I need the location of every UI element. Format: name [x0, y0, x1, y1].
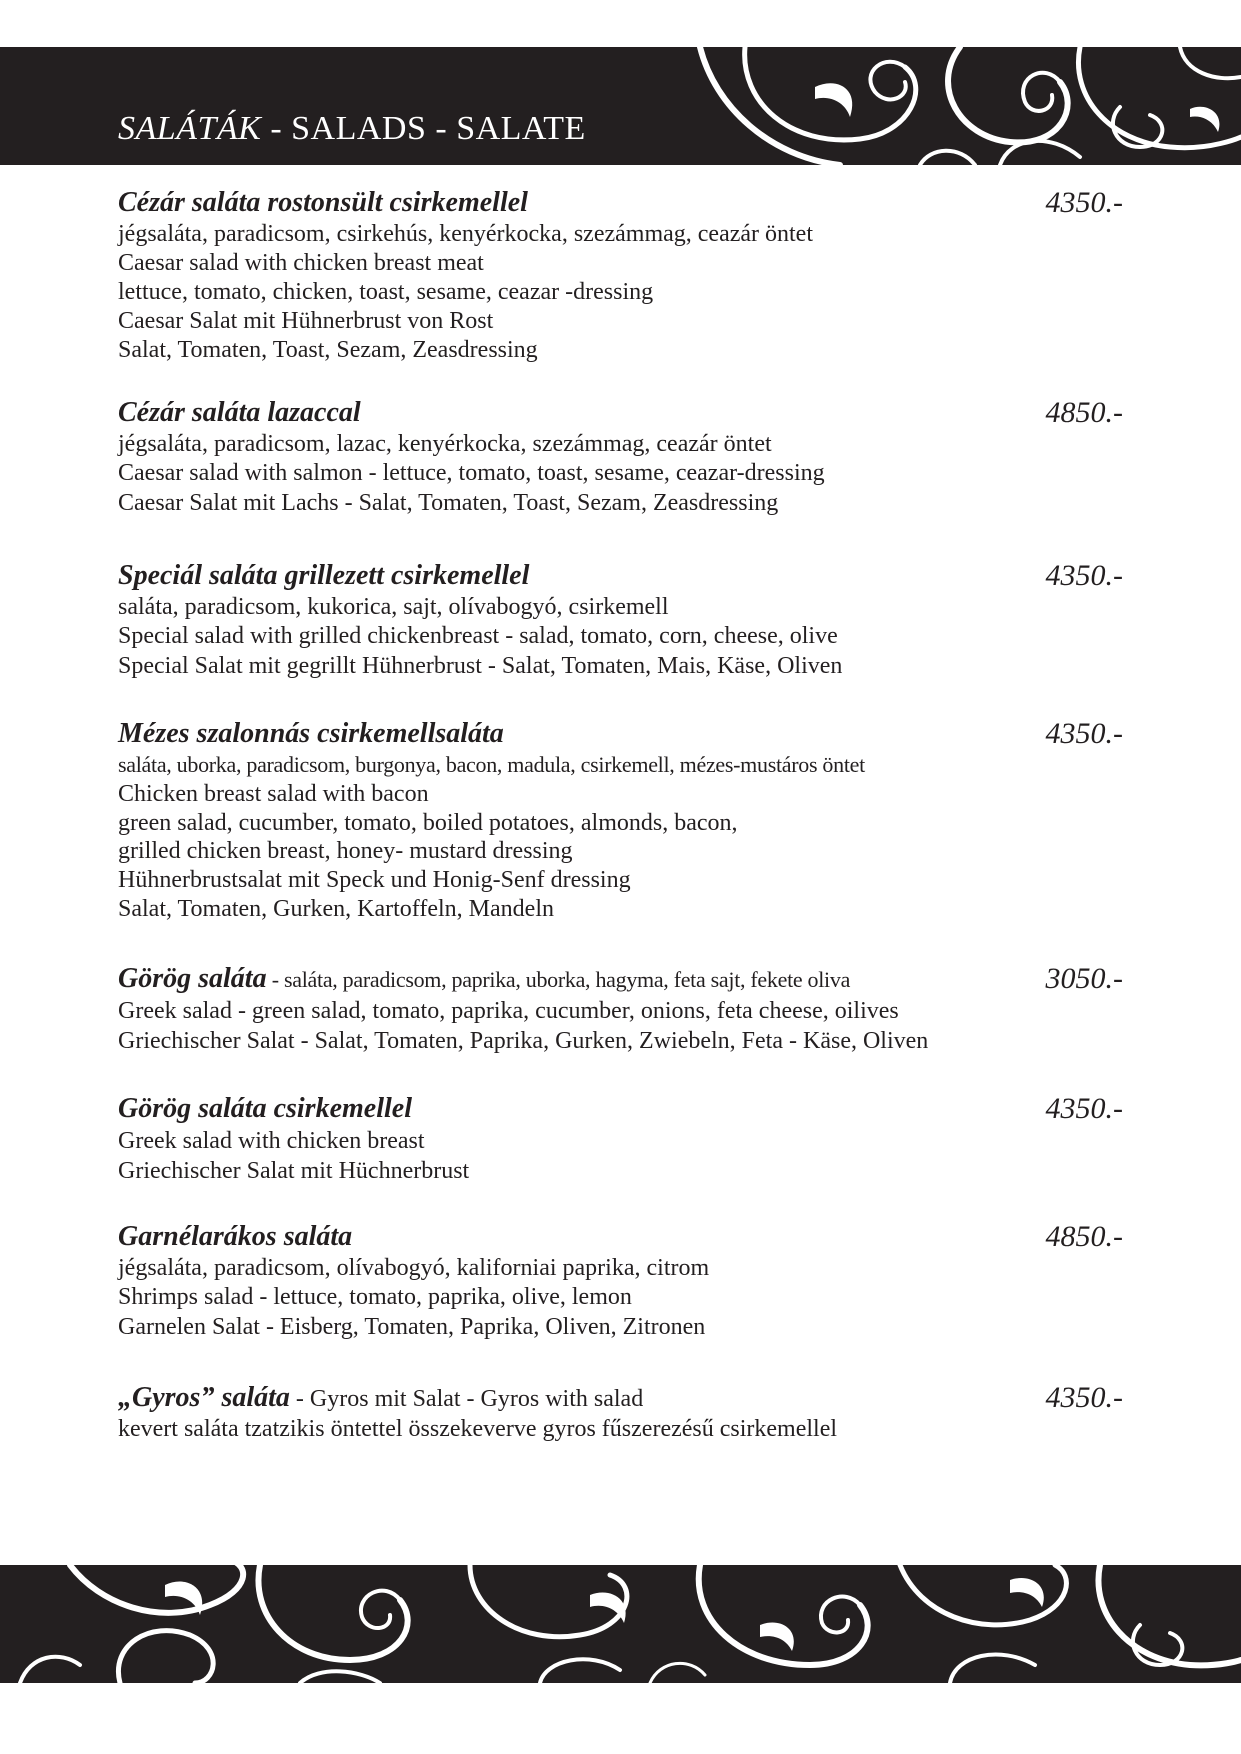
- item-name: Garnélarákos saláta: [118, 1221, 353, 1252]
- item-description: Chicken breast salad with bacon: [118, 781, 429, 807]
- item-name: „Gyros” saláta: [118, 1382, 290, 1413]
- item-heading: [118, 396, 1123, 430]
- item-description: jégsaláta, paradicsom, olívabogyó, kaliforniai paprika, citrom: [118, 1255, 710, 1281]
- item-description: Caesar Salat mit Lachs - Salat, Tomaten, Toast, Sezam, Zeasdressing: [118, 490, 779, 516]
- footer-band: [0, 1565, 1241, 1683]
- item-description: Shrimps salad - lettuce, tomato, paprika, olive, lemon: [118, 1284, 632, 1310]
- item-heading: [118, 717, 1123, 751]
- title-italic: SALÁTÁK: [118, 110, 262, 147]
- item-heading: [118, 1220, 1123, 1254]
- item-description: lettuce, tomato, chicken, toast, sesame, ceazar -dressing: [118, 279, 654, 305]
- item-name: Görög saláta: [118, 963, 267, 994]
- item-description: Caesar salad with chicken breast meat: [118, 250, 484, 276]
- item-price: 4350.-: [1045, 186, 1123, 219]
- item-description: grilled chicken breast, honey- mustard dressing: [118, 838, 573, 864]
- item-description: Special Salat mit gegrillt Hühnerbrust - Salat, Tomaten, Mais, Käse, Oliven: [118, 653, 843, 679]
- item-description: Griechischer Salat mit Hüchnerbrust: [118, 1158, 470, 1184]
- item-description: jégsaláta, paradicsom, csirkehús, kenyérkocka, szezámmag, ceazár öntet: [118, 221, 814, 247]
- item-heading: [118, 1092, 1123, 1126]
- item-price: 3050.-: [1045, 962, 1123, 995]
- item-name: Mézes szalonnás csirkemellsaláta: [118, 718, 504, 749]
- item-price: 4350.-: [1045, 559, 1123, 592]
- item-price: 4350.-: [1045, 717, 1123, 750]
- menu-item: [118, 186, 1123, 364]
- swirl-ornament-icon: [0, 1565, 1241, 1683]
- menu-item: [118, 1220, 1123, 1342]
- item-heading: [118, 1381, 1123, 1415]
- menu-item: [118, 717, 1123, 923]
- menu-item: [118, 396, 1123, 518]
- menu-item: [118, 1381, 1123, 1443]
- item-description: Greek salad - green salad, tomato, paprika, cucumber, onions, feta cheese, oilives: [118, 998, 899, 1024]
- item-description: green salad, cucumber, tomato, boiled potatoes, almonds, bacon,: [118, 810, 738, 836]
- menu-item: [118, 559, 1123, 681]
- item-inline-description: - saláta, paradicsom, paprika, uborka, hagyma, feta sajt, fekete oliva: [266, 967, 851, 992]
- item-price: 4350.-: [1045, 1092, 1123, 1125]
- item-description: Greek salad with chicken breast: [118, 1128, 425, 1154]
- title-rest: - SALADS - SALATE: [261, 110, 586, 147]
- menu-item: [118, 962, 1123, 1056]
- item-description: kevert saláta tzatzikis öntettel összekeverve gyros fűszerezésű csirkemellel: [118, 1416, 838, 1442]
- menu-item: [118, 1092, 1123, 1186]
- item-description: saláta, paradicsom, kukorica, sajt, olívabogyó, csirkemell: [118, 594, 669, 620]
- item-heading: [118, 559, 1123, 593]
- item-heading: [118, 962, 1123, 996]
- item-description: saláta, uborka, paradicsom, burgonya, bacon, madula, csirkemell, mézes-mustáros öntet: [118, 752, 865, 777]
- item-description: Special salad with grilled chickenbreast - salad, tomato, corn, cheese, olive: [118, 623, 838, 649]
- item-description: Garnelen Salat - Eisberg, Tomaten, Paprika, Oliven, Zitronen: [118, 1314, 706, 1340]
- item-description: Hühnerbrustsalat mit Speck und Honig-Senf dressing: [118, 867, 631, 893]
- item-heading: [118, 186, 1123, 220]
- item-price: 4850.-: [1045, 396, 1123, 429]
- item-name: Cézár saláta rostonsült csirkemellel: [118, 187, 528, 218]
- page-title: [118, 110, 586, 148]
- item-description: Salat, Tomaten, Gurken, Kartoffeln, Mandeln: [118, 896, 554, 922]
- item-price: 4350.-: [1045, 1381, 1123, 1414]
- item-description: Caesar Salat mit Hühnerbrust von Rost: [118, 308, 494, 334]
- item-name: Görög saláta csirkemellel: [118, 1093, 412, 1124]
- item-description: Caesar salad with salmon - lettuce, tomato, toast, sesame, ceazar-dressing: [118, 460, 825, 486]
- item-description: Salat, Tomaten, Toast, Sezam, Zeasdressing: [118, 337, 538, 363]
- item-description: jégsaláta, paradicsom, lazac, kenyérkocka, szezámmag, ceazár öntet: [118, 431, 772, 457]
- item-price: 4850.-: [1045, 1220, 1123, 1253]
- item-inline-description: - Gyros mit Salat - Gyros with salad: [289, 1386, 644, 1412]
- item-name: Speciál saláta grillezett csirkemellel: [118, 560, 530, 591]
- item-name: Cézár saláta lazaccal: [118, 397, 361, 428]
- item-description: Griechischer Salat - Salat, Tomaten, Paprika, Gurken, Zwiebeln, Feta - Käse, Oliven: [118, 1028, 929, 1054]
